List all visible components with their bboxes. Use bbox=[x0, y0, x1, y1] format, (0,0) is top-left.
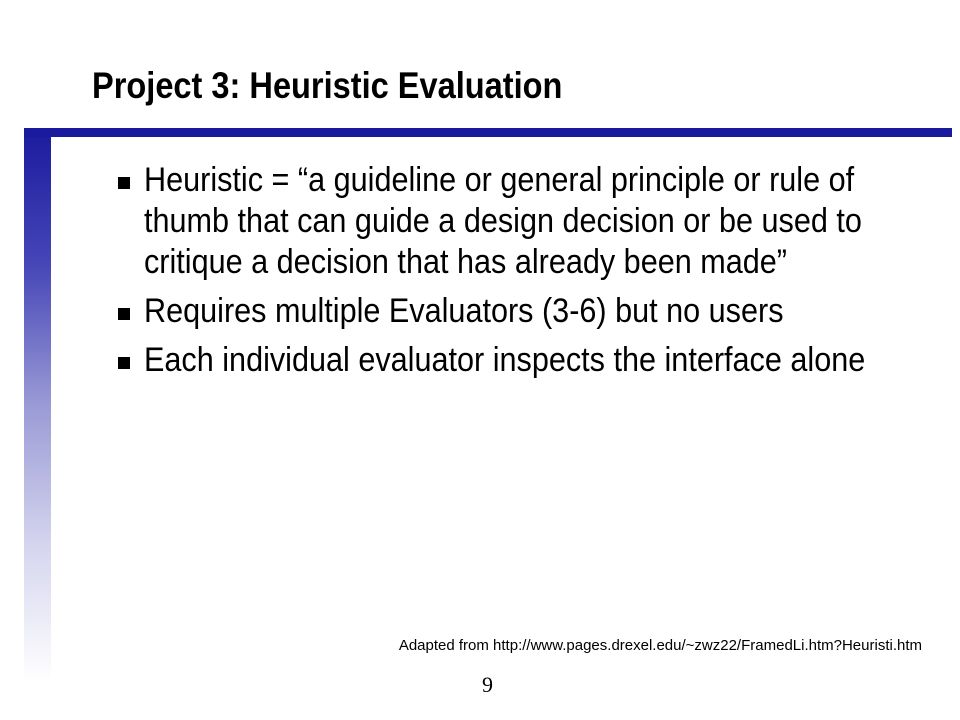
bullet-item bbox=[118, 160, 918, 283]
left-gradient-bar bbox=[24, 128, 51, 682]
title-underline-bar bbox=[24, 128, 952, 137]
square-bullet-icon bbox=[118, 357, 130, 369]
page-number: 9 bbox=[482, 672, 493, 697]
bullet-text: Each individual evaluator inspects the interface alone bbox=[144, 341, 866, 379]
square-bullet-icon bbox=[118, 177, 130, 189]
bullet-item bbox=[118, 340, 918, 381]
bullet-item bbox=[118, 291, 918, 332]
source-citation: Adapted from http://www.pages.drexel.edu/~zwz22/FramedLi.htm?Heuristi.htm bbox=[398, 637, 922, 654]
bullet-text: Heuristic = “a guideline or general principle or rule of thumb that can guide a design decision or be used to critique a decision that has already been made” bbox=[144, 161, 862, 281]
slide-title: Project 3: Heuristic Evaluation bbox=[92, 65, 563, 106]
bullet-text: Requires multiple Evaluators (3-6) but no users bbox=[144, 292, 784, 330]
square-bullet-icon bbox=[118, 308, 130, 320]
bullet-list bbox=[118, 160, 918, 389]
